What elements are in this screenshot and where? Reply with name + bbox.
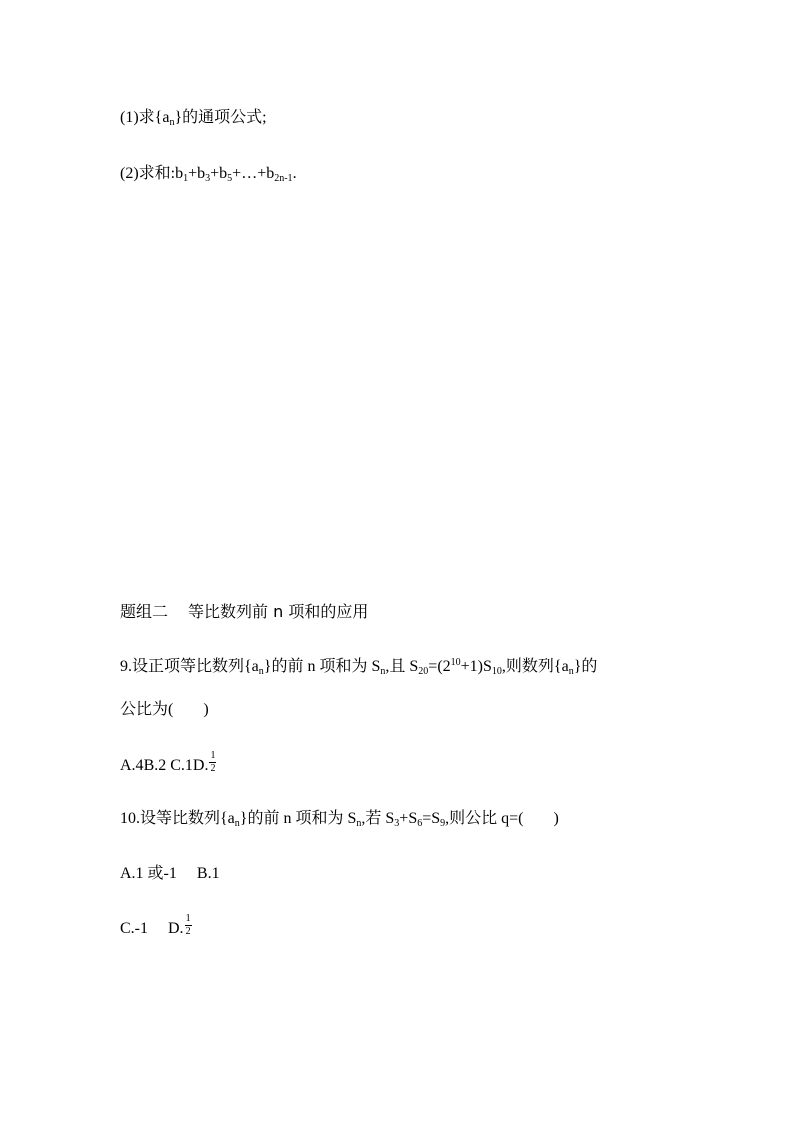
question-9-line-1 [120,657,597,677]
option-b: B.2 [143,757,167,775]
q10-text: ,若 S [361,810,395,827]
subscript-n: n [380,666,386,677]
subscript-3: 3 [205,173,211,184]
section-heading [120,602,368,622]
subscript-n: n [234,818,240,829]
plus-ellipsis-b: +…+b [232,165,275,182]
subscript-3: 3 [394,818,400,829]
q9-text: }的前 n 项和为 S [263,658,381,675]
question-9-line-2 [120,700,209,720]
q10-answer-close: ) [553,810,559,827]
q10-text: }的前 n 项和为 S [239,810,357,827]
option-d: D. [192,757,209,775]
subquestion-1 [120,108,267,128]
subscript-1: 1 [183,173,189,184]
superscript-10: 10 [450,657,461,668]
fraction-denominator: 2 [210,763,216,774]
option-a: A.4 [120,757,144,775]
subscript-9: 9 [440,818,446,829]
subscript-20: 20 [418,666,429,677]
option-d: D. [168,920,184,938]
subquestion-1-prefix: (1)求{a [120,109,170,126]
q9-answer-close: ) [203,701,209,718]
fraction-numerator: 1 [185,913,191,924]
subscript-2n-1: 2n-1 [274,173,293,184]
q9-text: ,且 S [385,658,419,675]
option-b: B.1 [196,865,220,882]
option-a: A.1 或-1 [120,865,177,882]
subquestion-2 [120,164,297,184]
section-group-label: 题组二 [120,602,169,621]
plus-b: +b [210,165,228,182]
period: . [292,165,297,182]
subscript-n: n [568,666,574,677]
subscript-n: n [356,818,362,829]
section-title: 等比数列前 n 项和的应用 [188,602,369,621]
question-10-options-1 [120,864,220,884]
q9-text: =(2 [428,658,451,675]
fraction-one-half [185,914,192,937]
subscript-10: 10 [491,666,502,677]
fraction-numerator: 1 [210,750,216,761]
subscript-n: n [258,666,264,677]
question-10-options-2 [120,913,192,941]
q9-text: ,则数列{a [501,658,569,675]
subquestion-2-prefix: (2)求和:b [120,165,184,182]
q10-text: =S [422,810,441,827]
question-9-options [120,750,216,778]
option-c: C.-1 [120,920,148,938]
fraction-one-half [209,751,216,774]
plus-b: +b [188,165,206,182]
subscript-6: 6 [417,818,423,829]
q10-text: +S [399,810,418,827]
subscript-5: 5 [227,173,233,184]
q9-text: +1)S [460,658,492,675]
q9-answer-open: 公比为( [120,701,174,718]
q10-text: ,则公比 q=( [445,810,524,827]
q9-text: }的 [573,658,598,675]
q10-text: 10.设等比数列{a [120,810,235,827]
subscript-n: n [169,117,175,128]
subquestion-1-suffix: }的通项公式; [174,109,267,126]
option-c: C.1 [170,757,193,775]
q9-text: 9.设正项等比数列{a [120,658,259,675]
fraction-denominator: 2 [185,926,191,937]
question-10 [120,809,559,829]
